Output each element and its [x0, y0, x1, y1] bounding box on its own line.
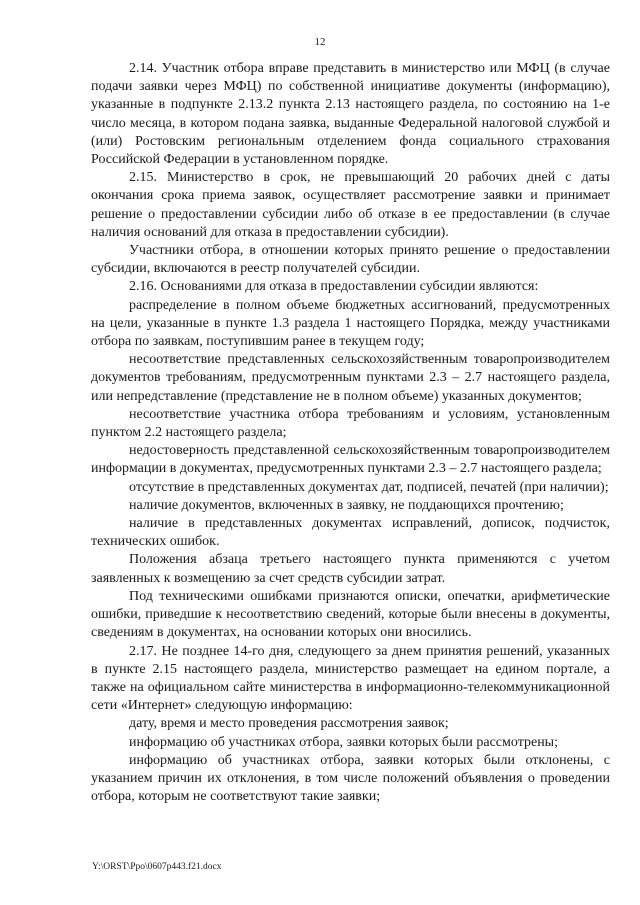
paragraph-2-15: 2.15. Министерство в срок, не превышающий 20 рабочих дней с даты окончания срока приема заявок, осуществляет рассмотрение заявки и принимает решение о предоставлении субсидии либо об отказе в ее предоставлении (в случае наличия оснований для отказа в предоставлении субсидии). — [91, 170, 610, 240]
publication-item-3: информацию об участниках отбора, заявки которых были отклонены, с указанием причин их отклонения, в том числе положений объявления о проведении отбора, которым не соответствуют такие заявки; — [91, 752, 610, 805]
paragraph-2-14: 2.14. Участник отбора вправе представить в министерство или МФЦ (в случае подачи заявки через МФЦ) по собственной инициативе документы (информацию), указанные в подпункте 2.13.2 пункта 2.13 настоящего раздела, по состоянию на 1-е число месяца, в котором подана заявка, выданные Федеральной налоговой службой и (или) Ростовским региональным отделением фонда социального страхования Российской Федерации в установленном порядке. — [91, 61, 610, 168]
refusal-reason-2: несоответствие представленных сельскохозяйственным товаропроизводителем документов требованиям, предусмотренным пунктами 2.3 – 2.7 настоящего раздела, или непредставление (представление не в полном объеме) указанных документов; — [91, 352, 610, 404]
document-body — [91, 60, 610, 806]
refusal-reason-5: отсутствие в представленных документах дат, подписей, печатей (при наличии); — [129, 479, 609, 495]
refusal-reason-7: наличие в представленных документах исправлений, дописок, подчисток, технических ошибок. — [91, 516, 610, 550]
refusal-reason-3: несоответствие участника отбора требованиям и условиям, установленным пунктом 2.2 настоящего раздела; — [91, 406, 610, 441]
publication-item-1: дату, время и место проведения рассмотрения заявок; — [129, 716, 449, 732]
refusal-reason-4: недостоверность представленной сельскохозяйственным товаропроизводителем информации в документах, предусмотренных пунктами 2.3 – 2.7 настоящего раздела; — [91, 443, 610, 477]
paragraph-technical-errors: Под техническими ошибками признаются описки, опечатки, арифметические ошибки, приведшие к несоответствию сведений, которые были внесены в документы, сведениям в документах, на основании которых они вносились. — [91, 588, 610, 641]
paragraph-registry: Участники отбора, в отношении которых принято решение о предоставлении субсидии, включаются в реестр получателей субсидии. — [91, 243, 610, 277]
file-path-footer: Y:\ORST\Ppo\0607p443.f21.docx — [92, 862, 222, 872]
refusal-reason-1: распределение в полном объеме бюджетных ассигнований, предусмотренных на цели, указанные в пункте 1.3 раздела 1 настоящего Порядка, между участниками отбора по заявкам, поступившим ранее в текущем году; — [91, 297, 610, 350]
page-number: 12 — [314, 36, 326, 48]
publication-item-2: информацию об участниках отбора, заявки которых были рассмотрены; — [129, 734, 558, 750]
refusal-reason-6: наличие документов, включенных в заявку, не поддающихся прочтению; — [129, 497, 564, 513]
paragraph-2-17: 2.17. Не позднее 14-го дня, следующего за днем принятия решений, указанных в пункте 2.15 настоящего раздела, министерство размещает на едином портале, а также на официальном сайте министерства в информационно-телекоммуникационной сети «Интернет» следующую информацию: — [91, 643, 610, 714]
paragraph-2-16: 2.16. Основаниями для отказа в предоставлении субсидии являются: — [129, 279, 539, 295]
paragraph-abzac-note: Положения абзаца третьего настоящего пункта применяются с учетом заявленных к возмещению за счет средств субсидии затрат. — [91, 552, 610, 586]
